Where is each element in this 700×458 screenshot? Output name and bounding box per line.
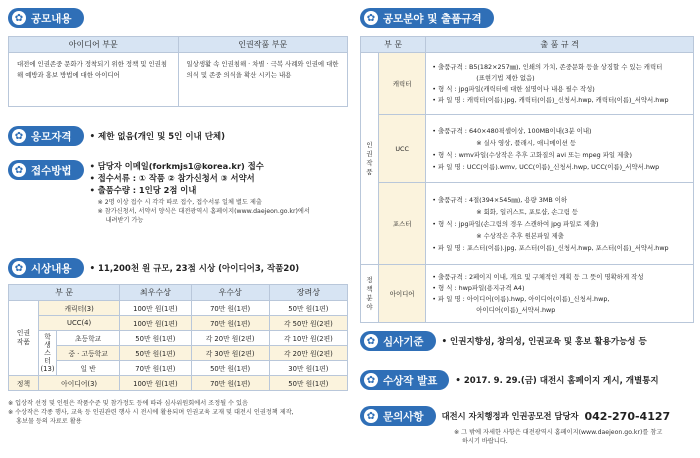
table-row: 중 · 고등학교 50만 원(1편) 각 30만 원(2편) 각 20만 원(2편) [9,346,348,361]
flower-icon: ✿ [12,11,26,25]
section-eligibility [8,126,348,146]
flower-icon: ✿ [12,261,26,275]
contest-table [8,36,348,107]
flower-icon: ✿ [12,163,26,177]
submit-note-3: 내려받기 가능 [105,217,144,224]
section-submit [8,160,348,225]
flower-icon: ✿ [364,334,378,348]
spec-head-spec: 출 품 규 격 [426,37,694,53]
awards-head-excellence: 우수상 [191,285,269,301]
spec-group-policy: 정책분야 [361,265,379,323]
contest-head-idea: 아이디어 부문 [9,37,179,53]
section-title-criteria: ✿ 심사기준 [360,331,436,351]
awards-head-grand: 최우수상 [120,285,191,301]
spec-table [360,36,694,323]
section-title-submit: ✿ 접수방법 [8,160,84,180]
submit-line-qty: • 출품수량 : 1인당 2점 이내 [89,185,197,195]
section-criteria [360,331,647,351]
awards-table [8,284,348,391]
spec-head-section: 부 문 [361,37,426,53]
section-title-spec: ✿ 공모분야 및 출품규격 [360,8,494,28]
contact-text: 대전시 자치행정과 인권공모전 담당자 [441,411,579,421]
contact-phone: 042-270-4127 [584,409,671,423]
section-title-winners: ✿ 수상작 발표 [360,370,449,390]
winners-text: • 2017. 9. 29.(금) 대전시 홈페이지 게시, 개별통지 [455,374,658,386]
section-title-contest: ✿ 공모내용 [8,8,84,28]
submit-note-1: ※ 2명 이상 접수 시 각각 따로 접수, 접수서류 일체 별도 제출 [97,199,262,206]
contact-note-1: ※ 그 밖에 자세한 사항은 대전광역시 홈페이지(www.daejeon.go.kr)를 참고 [454,429,663,436]
table-row: UCC • 출품규격 : 640×480픽셀이상, 100MB이내(3분 이내) ※ 실사 영상, 플래시, 애니메이션 등 • 형 식 : wmv파일(수상작은 추후 고화질의 avi 또는 mpeg 파일 제출) • 파 일 명 : UCC(이름).wmv, UCC(이름)_신청서.hwp, UCC(이름)_서약서.hwp [361,115,694,183]
table-row: 인권작품 캐릭터(3) 100만 원(1편) 70만 원(1편) 50만 원(1편) [9,301,348,316]
flower-icon: ✿ [364,373,378,387]
awards-group-policy: 정책 [9,376,39,391]
flower-icon: ✿ [364,11,378,25]
criteria-text: • 인권지향성, 창의성, 인권교육 및 홍보 활용가능성 등 [442,335,647,347]
table-row: UCC(4) 100만 원(1편) 70만 원(1편) 각 50만 원(2편) [9,316,348,331]
flower-icon: ✿ [364,409,378,423]
awards-head-encourage: 장려상 [269,285,347,301]
awards-group-work: 인권작품 [9,301,39,376]
awards-notes: ※ 입상작 선정 및 인원은 작품수준 및 참가정도 등에 따라 심사위원회에서 조정될 수 있음 ※ 수상작은 각종 행사, 교육 등 인권관련 행사 시 전시에 활용되며 인권교육 교재 및 대전시 인권정책 제작, 홍보물 등의 자료로 활용 [8,400,294,425]
section-title-awards: ✿ 시상내용 [8,258,84,278]
section-contact [360,406,694,446]
section-contest [8,8,348,107]
spec-group-work: 인권작품 [361,53,379,265]
contest-head-work: 인권작품 부문 [178,37,348,53]
table-row: 포스터 • 출품규격 : 4절(394×545㎜), 용량 3MB 이하 ※ 회화, 일러스트, 포토샵, 손그림 등 • 형 식 : jpg파일(손그림의 경우 스캔하여 jpg 파일로 제출) ※ 수상작은 추후 원본파일 제출 • 파 일 명 : 포스터(이름).jpg, 포스터(이름)_신청서.hwp, 포스터(이름)_서약서.hwp [361,183,694,265]
table-row: 정책분야 아이디어 • 출품규격 : 2페이지 이내, 개요 및 구체적인 계획 등 그 뜻이 명확하게 작성 • 형 식 : hwp파일(용지규격 A4) • 파 일 명 : 아이디어(이름).hwp, 아이디어(이름)_신청서.hwp, 아이디어(이름)_서약서.hwp [361,265,694,323]
eligibility-text: • 제한 없음(개인 및 5인 이내 단체) [90,130,225,142]
table-row: 정책 아이디어(3) 100만 원(1편) 70만 원(1편) 50만 원(1편) [9,376,348,391]
table-row: 일 반 70만 원(1편) 50만 원(1편) 30만 원(1편) [9,361,348,376]
awards-summary: • 11,200천 원 규모, 23점 시상 (아이디어3, 작품20) [90,262,300,274]
contest-idea-desc: 대전에 인권존중 문화가 정착되기 위한 정책 및 인권침해 예방과 홍보 방법에 대한 아이디어 [17,60,168,79]
section-title-contact: ✿ 문의사항 [360,406,436,426]
submit-line-email: • 담당자 이메일(forkmjs1@korea.kr) 접수 [89,161,264,171]
right-column [360,8,694,445]
section-awards [8,258,348,426]
section-title-eligibility: ✿ 응모자격 [8,126,84,146]
section-winners [360,370,659,390]
contest-work-desc: 일상생활 속 인권침해 · 차별 · 극복 사례와 인권에 대한 의식 및 존중 의식을 확산 시키는 내용 [186,60,339,79]
submit-note-2: ※ 참가신청서, 서약서 양식은 대전광역시 홈페이지(www.daejeon.go.kr)에서 [97,208,310,215]
awards-head-section: 부 문 [9,285,120,301]
table-row: 학 생 스 터 (13) 초등학교 50만 원(1편) 각 20만 원(2편) 각 10만 원(2편) [9,331,348,346]
contact-note-2: 하시기 바랍니다. [462,438,508,445]
submit-line-docs: • 접수서류 : ① 작품 ② 참가신청서 ③ 서약서 [89,173,255,183]
awards-group-student: 학 생 스 터 (13) [39,331,57,376]
table-row: 인권작품 캐릭터 • 출품규격 : B5(182×257㎜), 인쇄의 가치, 존중문화 등을 상징할 수 있는 캐릭터 (표현기법 제한 없음) • 형 식 : jpg파일(캐릭터에 대한 설명이나 내용 필수 작성) • 파 일 명 : 캐릭터(이름).jpg, 캐릭터(이름)_신청서.hwp, 캐릭터(이름)_서약서.hwp [361,53,694,115]
flower-icon: ✿ [12,129,26,143]
